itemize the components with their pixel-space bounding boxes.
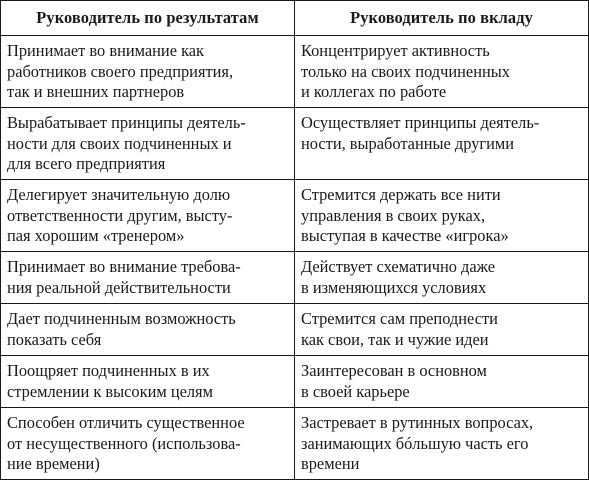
cell-line: управления в своих руках, [301, 205, 486, 225]
cell-line: Дает подчиненным возможность [7, 309, 236, 328]
table-row [1, 36, 589, 108]
cell-left [1, 252, 295, 304]
cell-left [1, 36, 295, 108]
table-row [1, 356, 589, 408]
cell-right [295, 252, 589, 304]
cell-line: Способен отличить существенное [7, 413, 245, 432]
cell-right [295, 356, 589, 408]
cell-line: Концентрирует активность [301, 41, 490, 60]
cell-line: и коллегах по работе [301, 82, 447, 102]
table-row [1, 252, 589, 304]
cell-line: времени [301, 454, 360, 474]
cell-line: так и внешних партнеров [7, 82, 185, 102]
cell-line: ответственности другим, высту- [7, 205, 233, 225]
cell-left [1, 408, 295, 480]
cell-line: ности для своих подчиненных и [7, 133, 232, 153]
table-row [1, 108, 589, 180]
cell-line: Принимает во внимание как [7, 41, 205, 60]
cell-left [1, 108, 295, 180]
cell-right [295, 108, 589, 180]
table-row [1, 304, 589, 356]
cell-line: стремлении к высоким целям [7, 381, 213, 401]
header-row [1, 1, 589, 36]
cell-line: ние времени) [7, 454, 100, 474]
cell-line: Осуществляет принципы деятель- [301, 113, 540, 132]
cell-line: выступая в качестве «игрока» [301, 226, 509, 246]
cell-left [1, 356, 295, 408]
cell-right [295, 304, 589, 356]
cell-line: Делегирует значительную долю [7, 185, 231, 204]
header-results-manager: Руководитель по результатам [1, 1, 295, 36]
cell-line: работников своего предприятия, [7, 61, 234, 81]
cell-line: для всего предприятия [7, 154, 166, 174]
cell-line: Поощряет подчиненных в их [7, 361, 210, 380]
cell-line: ния реальной действительности [7, 277, 231, 297]
cell-line: занимающих бóльшую часть его [301, 433, 529, 453]
cell-left [1, 304, 295, 356]
cell-line: в своей карьере [301, 381, 410, 401]
cell-line: Действует схематично даже [301, 257, 496, 276]
cell-line: ности, выработанные другими [301, 133, 515, 153]
table-row [1, 180, 589, 252]
header-contribution-manager: Руководитель по вкладу [295, 1, 589, 36]
cell-right [295, 180, 589, 252]
cell-line: как свои, так и чужие идеи [301, 329, 489, 349]
cell-right [295, 408, 589, 480]
cell-right [295, 36, 589, 108]
cell-line: Вырабатывает принципы деятель- [7, 113, 246, 132]
cell-line: Принимает во внимание требова- [7, 257, 241, 276]
cell-line: от несущественного (использова- [7, 433, 241, 453]
cell-line: пая хорошим «тренером» [7, 226, 185, 246]
cell-line: Заинтересован в основном [301, 361, 487, 380]
cell-line: в изменяющихся условиях [301, 277, 487, 297]
table-row [1, 408, 589, 480]
cell-line: Стремится сам преподнести [301, 309, 498, 328]
cell-left [1, 180, 295, 252]
cell-line: показать себя [7, 329, 102, 349]
cell-line: Стремится держать все нити [301, 185, 501, 204]
cell-line: только на своих подчиненных [301, 61, 510, 81]
cell-line: Застревает в рутинных вопросах, [301, 413, 534, 432]
